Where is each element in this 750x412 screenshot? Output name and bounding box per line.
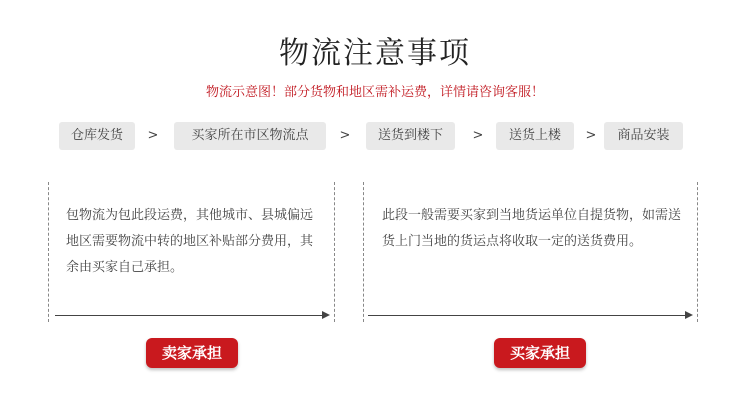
logistics-steps (0, 122, 750, 152)
step-separator: > (147, 128, 159, 143)
step-separator: > (585, 128, 597, 143)
right-panel-arrow-line (368, 315, 686, 316)
arrow-right-icon (685, 311, 693, 319)
right-panel-text: 此段一般需要买家到当地货运单位自提货物，如需送货上门当地的货运点将收取一定的送货费用。 (382, 208, 682, 249)
buyer-pays-badge: 买家承担 (494, 338, 586, 368)
arrow-right-icon (322, 311, 330, 319)
seller-pays-badge: 卖家承担 (146, 338, 238, 368)
page-subtitle: 物流示意图！部分货物和地区需补运费，详情请咨询客服！ (205, 85, 544, 100)
right-panel-end-line (697, 182, 698, 322)
left-panel-text: 包物流为包此段运费，其他城市、县城偏远地区需要物流中转的地区补贴部分费用，其余由买家自己承担。 (66, 208, 314, 275)
left-panel-end-line (334, 182, 335, 322)
page-title: 物流注意事项 (279, 36, 471, 71)
left-panel-arrow-line (55, 315, 323, 316)
step-separator: > (339, 128, 351, 143)
right-panel-start-line (363, 182, 364, 322)
step-deliver-upstairs: 送货上楼 (496, 122, 574, 150)
left-panel-start-line (48, 182, 49, 322)
step-warehouse-shipping: 仓库发货 (59, 122, 135, 150)
step-buyer-city-logistics: 买家所在市区物流点 (174, 122, 326, 150)
step-product-install: 商品安装 (604, 122, 683, 150)
step-deliver-downstairs: 送货到楼下 (366, 122, 455, 150)
step-separator: > (472, 128, 484, 143)
